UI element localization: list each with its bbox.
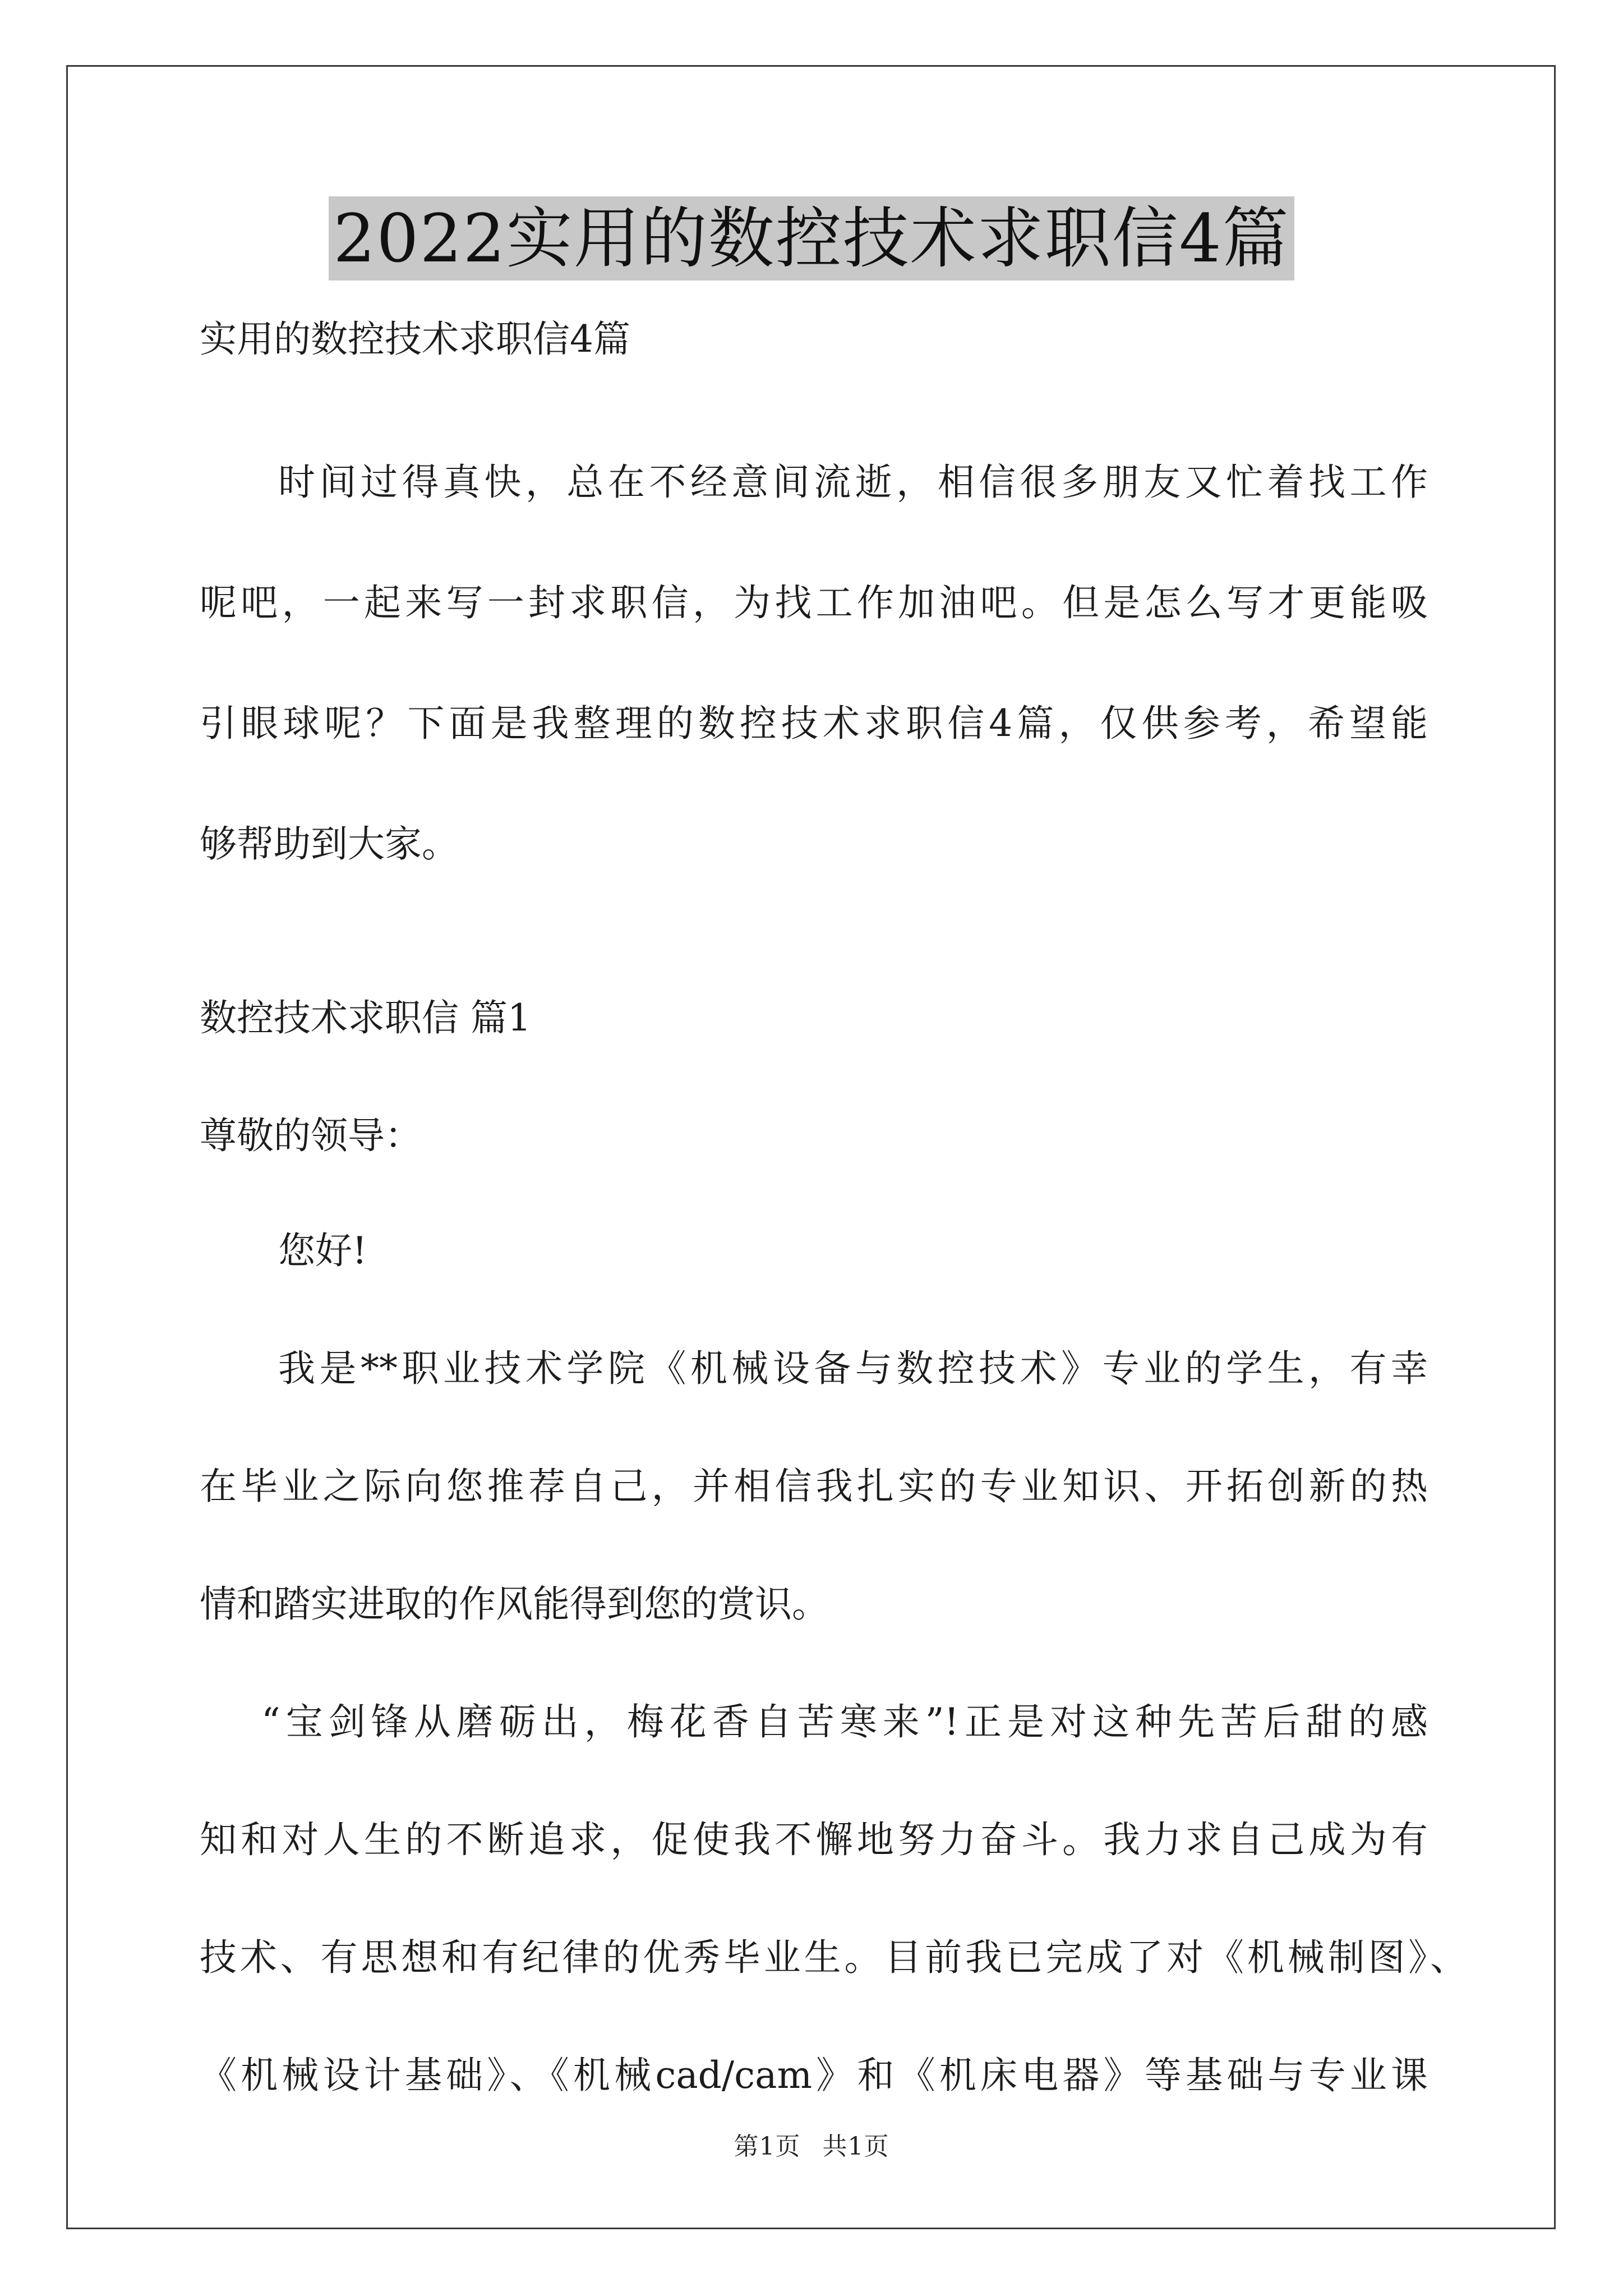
- document-title: 2022实用的数控技术求职信4篇: [329, 196, 1294, 280]
- paragraph-line: 《机械设计基础》、《机械cad/cam》和《机床电器》等基础与专业课: [200, 2054, 1428, 2097]
- page-number-current: 第1页: [734, 2132, 801, 2161]
- paragraph-line: 够帮助到大家。: [200, 822, 459, 866]
- paragraph-line: 引眼球呢？下面是我整理的数控技术求职信4篇，仅供参考，希望能: [200, 702, 1428, 745]
- paragraph-line: 情和踏实进取的作风能得到您的赏识。: [200, 1582, 829, 1626]
- greeting: 您好!: [278, 1229, 367, 1272]
- subtitle-line: 实用的数控技术求职信4篇: [200, 318, 630, 361]
- section-heading: 数控技术求职信 篇1: [200, 996, 531, 1039]
- paragraph-line: 技术、有思想和有纪律的优秀毕业生。目前我已完成了对《机械制图》、: [200, 1936, 1467, 1979]
- paragraph-line: 知和对人生的不断追求，促使我不懈地努力奋斗。我力求自己成为有: [200, 1818, 1428, 1861]
- paragraph-line: 在毕业之际向您推荐自己，并相信我扎实的专业知识、开拓创新的热: [200, 1465, 1428, 1508]
- paragraph-line: 时间过得真快，总在不经意间流逝，相信很多朋友又忙着找工作: [278, 461, 1428, 504]
- page-footer: [0, 2126, 1623, 2162]
- paragraph-line: 我是**职业技术学院《机械设备与数控技术》专业的学生，有幸: [278, 1347, 1428, 1390]
- salutation: 尊敬的领导：: [200, 1114, 422, 1157]
- paragraph-line: 呢吧，一起来写一封求职信，为找工作加油吧。但是怎么写才更能吸: [200, 581, 1428, 624]
- title-container: [0, 196, 1623, 280]
- paragraph-line: “宝剑锋从磨砺出，梅花香自苦寒来”!正是对这种先苦后甜的感: [261, 1700, 1428, 1743]
- page-number-total: 共1页: [822, 2132, 889, 2161]
